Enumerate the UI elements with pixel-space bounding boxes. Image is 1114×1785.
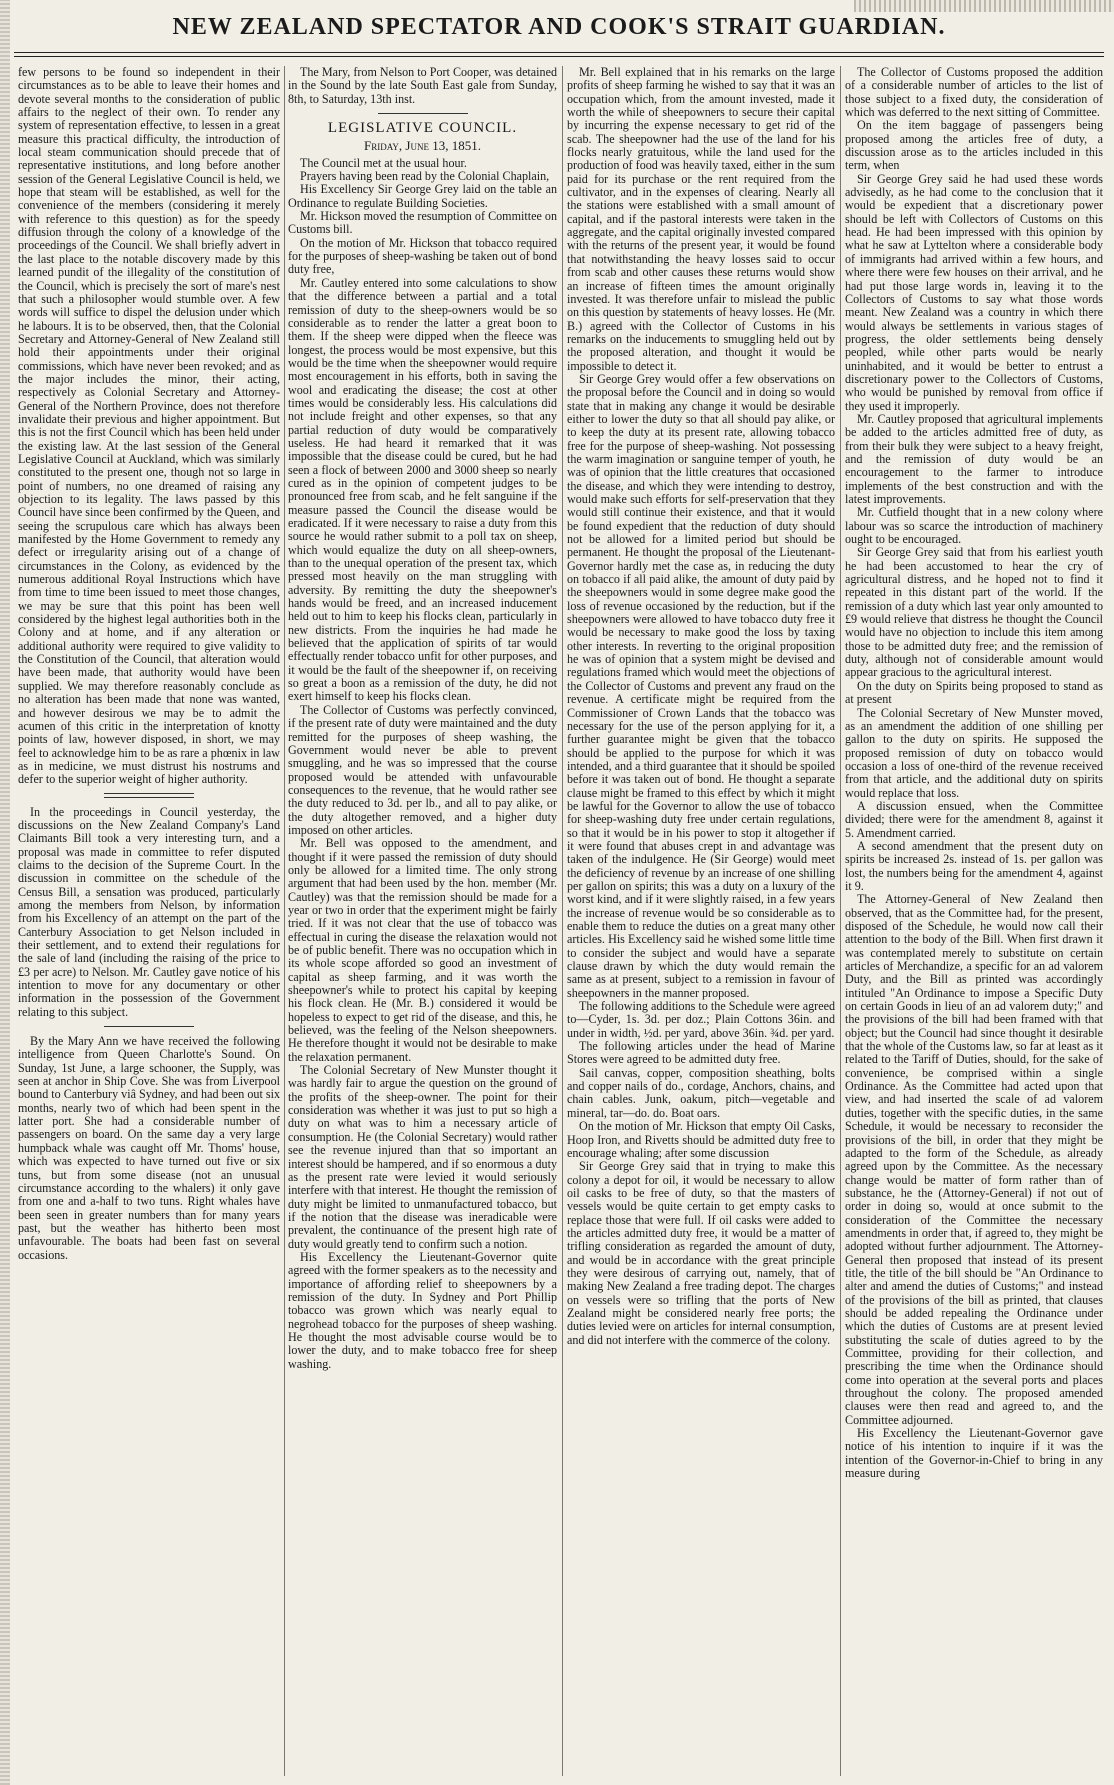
scanned-page-edge-top [854,0,1114,12]
paragraph: Sir George Grey said he had used these words advisedly, as he had come to the conclusion that it would be expedient that a discretionary power should be left with Collectors of Customs on this head. He had been impressed with this opinion by what he saw at Lyttelton where a considerable body of immigrants had arrived within a few hours, and where there were few houses on their arrival, and he had put those large words in, leaving it to the Collectors of Customs to say what those words meant. New Zealand was a country in which there would always be settlements in various stages of progress, the older settlements being densely peopled, while other parts would be nearly uninhabited, and it would be better to entrust a discretionary power to the Collectors of Customs, who would be punished by removal from office if they used it improperly. [845,171,1103,413]
shipping-note-paragraph: The Mary, from Nelson to Port Cooper, was detained in the Sound by the late South East gale from Sunday, 8th, to Saturday, 13th inst. [288,66,557,106]
paragraph: On the motion of Mr. Hickson that tobacco required for the purposes of sheep-washing be taken out of bond duty free, [288,235,557,277]
paragraph: On the duty on Spirits being proposed to stand as at present [845,678,1103,707]
column-divider [840,66,841,1776]
paragraph: Mr. Hickson moved the resumption of Committee on Customs bill. [288,209,557,237]
shipping-news-paragraph: By the Mary Ann we have received the following intelligence from Queen Charlotte's Sound. On Sunday, 1st June, a large schooner, the Supply, was seen at anchor in Ship Cove. She was from Liverpool bound to Canterbury viâ Sydney, and had been out six months, nearly two of which had been spent in the latter port. She had a considerable number of passengers on board. On the same day a very large humpback whale was caught off Mr. Thoms' house, which was expected to have turned out five or six tuns, but from some disease (not an unusual circumstance according to the whalers) it only gave from one and a-half to two tuns. Right whales have been seen in greater numbers than for many years past, but the weather has hitherto been most unfavourable. The boats had been fast on several occasions. [18,1034,280,1262]
masthead-rule [14,52,1104,57]
paragraph: The Council met at the usual hour. [300,155,467,170]
scanned-page-edge [0,0,10,1785]
paragraph: The Colonial Secretary of New Munster thought it was hardly fair to argue the question on the ground of the profits of the sheep-owner. The point for their consideration was whether it was just to put so high a duty on what was to him a necessary article of consumption. He (the Colonial Secretary) would rather see the revenue injured than that so important an interest should be hampered, and if so enormous a duty as the present rate were levied it would seriously interfere with that interest. He thought the remission of duty might be limited to unmanufactured tobacco, but if the notion that the disease was ineradicable were prevalent, the continuance of the present high rate of duty would greatly tend to confirm such a notion. [288,1063,557,1251]
masthead-title: NEW ZEALAND SPECTATOR AND COOK'S STRAIT GUARDIAN. [172,14,946,40]
paragraph: His Excellency Sir George Grey laid on the table an Ordinance to regulate Building Societies. [288,182,557,210]
paragraph: The Attorney-General of New Zealand then observed, that as the Committee had, for the present, disposed of the Schedule, he would now call their attention to the body of the Bill. When first drawn it was contemplated merely to substitute on certain articles of Merchandize, a specific for an ad valorem Duty, and the Bill as printed was accordingly intituled "An Ordinance to impose a Specific Duty on certain Goods in lieu of an ad valorem duty;" and the provisions of the bill had been framed with that object; but the Council had since thought it desirable that the whole of the Customs law, so far at least as it related to the Tariff of Duties, should, for the sake of convenience, be comprised within a single Ordinance. As the Committee had acted upon that view, and had inserted the scale of ad valorem duties, together with the specific duties, in the same Schedule, it would be necessary to reconsider the provisions of the bill, in order that they might be adapted to the form of the Schedule, as already agreed upon by the Committee. As the necessary change would be matter of form rather than of substance, he the (Attorney-General) if not out of order in doing so, would at once submit to the consideration of the Committee the necessary amendments in order that, if agreed to, they might be adopted without further adjournment. The Attorney-General then proposed that instead of its present title, the title of the bill should be "An Ordinance to alter and amend the duties of Customs;" and instead of the provisions of the bill as printed, that clauses should be added repealing the Ordinance under which the duties of Customs are at present levied substituting the scale of duties agreed to by the Committee, providing for their collection, and prescribing the time when the Ordinance should come into operation at the several ports and places throughout the colony. The proposed amended clauses were then read and agreed to, and the Committee adjourned. [845,892,1103,1427]
column-divider [284,66,285,1776]
column-divider [562,66,563,1776]
paragraph: Sail canvas, copper, composition sheathing, bolts and copper nails of do., cordage, Anchors, chains, and chain cables. Junk, oakum, pitch—vegetable and mineral, tar—do. do. Boat oars. [567,1065,835,1120]
paragraph: The Colonial Secretary of New Munster moved, as an amendment the addition of one shilling per gallon to the duty on spirits. He supposed the proposed remission of duty on tobacco would occasion a loss of one-third of the revenue received from that article, and the additional duty on spirits would replace that loss. [845,705,1103,800]
paragraph: Mr. Bell explained that in his remarks on the large profits of sheep farming he wished to say that it was an occupation which, from the amount invested, made it worth the while of sheepowners to secure their capital by incurring the expense necessary to get rid of the scab. The sheepowner had the use of the land for his flocks nearly gratuitous, while the land used for the production of food was heavily taxed, either in the sum paid for its purchase or the rent required from the cultivator, and in the expenses of clearing. Nearly all the stations were established with a small amount of capital, and if the pastoral interests were taken in the aggregate, and the capital originally invested compared with the returns of the present year, it would be found that notwithstanding the heavy losses said to occur from scab and other causes these returns would show an increase of fifteen times the amount originally invested. It was therefore unfair to mislead the public on this question by statements of heavy losses. He (Mr. B.) agreed with the Collector of Customs in his remarks on the inducements to smuggling held out by the proposed alteration, and thought it would be impossible to detect it. [567,66,835,373]
paragraph: Prayers having been read by the Colonial Chaplain, [300,169,550,184]
paragraph: The following articles under the head of Marine Stores were agreed to be admitted duty free. [567,1039,835,1067]
column-2 [288,66,557,1776]
paragraph: Sir George Grey would offer a few observations on the proposal before the Council and in doing so would state that in making any change it would be desirable either to lower the duty so that all should pay alike, or to keep the duty at its present rate, allowing tobacco free for the purpose of sheep-washing. Not possessing the warm imagination or sanguine temper of youth, he was of opinion that the little creatures that occasioned the disease, and which they were intending to destroy, would make such efforts for self-preservation that they would still continue their existence, and that it would be found expedient that the reduction of duty should not be allowed for a limited period but should be permanent. He thought the proposal of the Lieutenant-Governor hardly met the case as, in reducing the duty on tobacco if all paid alike, the amount of duty paid by the sheepowners would in some degree make good the loss of revenue occasioned by the reduction, but if the sheepowners were allowed to have tobacco duty free it would be necessary to make good the loss by taxing other interests. In reverting to the original proposition he was of opinion that a system might be devised and regulations framed which would meet the objections of the Collector of Customs and prevent any fraud on the revenue. A certificate might be required from the Commissioner of Crown Lands that the tobacco was necessary for the use of the person applying for it, a further guarantee might be given that the tobacco should be applied to the purpose for which it was intended, and a third guarantee that it should be spoiled before it was taken out of bond. He thought a separate clause might be framed to this effect by which it might be lawful for the Governor to allow the use of tobacco for sheep-washing duty free under certain regulations, so that it would be in his power to stop it altogether if it were found that abuses crept in and advantage was taken of the indulgence. He (Sir George) would meet the deficiency of revenue by an increase of one shilling per gallon on spirits; this was a duty on a luxury of the worst kind, and if it were slightly raised, in a few years the increase of revenue would be so considerable as to enable them to reduce the duties on a great many other articles. His Excellency said he wished some little time to consider the subject and would have a separate clause drawn by which the duty would remain the same as at present, subject to a remission in favour of sheepowners in the manner proposed. [567,371,835,1000]
section-divider [378,113,468,114]
paragraph: Sir George Grey said that in trying to make this colony a depot for oil, it would be necessary to allow oil casks to be free of duty, so that the masters of vessels would be quite certain to get empty casks to replace those that were full. If oil casks were added to the articles admitted duty free, it would be a matter of trifling consideration as regarded the amount of duty, and would be in accordance with the great principle they were desirous of carrying out, namely, that of making New Zealand a free trading depot. The charges on vessels were so trifling that the ports of New Zealand might be considered nearly free ports; the duties levied were on articles for internal consumption, and did not interfere with the commerce of the colony. [567,1159,835,1347]
council-summary-paragraph: In the proceedings in Council yesterday, the discussions on the New Zealand Company's Land Claimants Bill took a very interesting turn, and a proposal was made in committee to refer disputed claims to the decision of the Supreme Court. In the discussion in committee on the schedule of the Census Bill, a sensation was produced, particularly among the members from Nelson, by information from his Excellency of an attempt on the part of the Canterbury Association to get Nelson included in their settlement, and to extend their regulations for the sale of land (including the raising of the price to £3 per acre) to Nelson. Mr. Cautley gave notice of his intention to move for any documentary or other information in the possession of the Government relating to this subject. [18,804,280,1019]
paragraph: Mr. Cautley entered into some calculations to show that the difference between a partial and a total remission of duty to the sheep-owners would be so considerable as to render the latter a great boon to them. If the sheep were dipped when the fleece was longest, the process would be most expensive, but this would be the time when the sheepowner would require most encouragement in his efforts, both in saving the wool and eradicating the disease; the cost at other times would be considerably less. His calculations did not include freight and other expenses, so that any partial reduction of duty would be comparatively useless. He had heard it remarked that it was impossible that the disease could be cured, but he had seen a flock of between 2000 and 3000 sheep so nearly cured as in the opinion of competent judges to be pronounced free from scab, and he felt sanguine if the measure passed the Council the disease would be eradicated. If it were necessary to raise a duty from this source he would rather submit to a poll tax on sheep, which would equalize the duty on all sheep-owners, than to the unequal operation of the present tax, which pressed most heavily on the man struggling with adversity. By remitting the duty the sheepowner's hands would be freed, and an increased inducement held out to him to keep his flocks clean, particularly in new districts. From the inquiries he had made he believed that the application of spirits of tar would effectually render tobacco unfit for other purposes, and it would be the fault of the sheepowner if, on receiving so great a boon as a remission of the duty, he did not exert himself to keep his flocks clean. [288,275,557,704]
paragraph: The Collector of Customs was perfectly convinced, if the present rate of duty were maintained and the duty remitted for the purposes of sheep washing, the Government would never be able to prevent smuggling, and he was so impressed that the course proposed would be attended with unfavourable consequences to the revenue, that he would rather see the duty reduced to 3d. per lb., and all to pay alike, or the duty altogether removed, and a higher duty imposed on other articles. [288,702,557,837]
paragraph: His Excellency the Lieutenant-Governor gave notice of his intention to inquire if it was the intention of the Governor-in-Chief to bring in any measure during [845,1426,1103,1481]
column-1 [18,66,280,1776]
paragraph: His Excellency the Lieutenant-Governor quite agreed with the former speakers as to the necessity and importance of affording relief to sheepowners by a remission of the duty. In Sydney and Port Phillip tobacco was grown which was nearly equal to negrohead tobacco for the purposes of sheep washing. He thought the most advisable course would be to lower the duty, and to make tobacco free for sheep washing. [288,1249,557,1371]
paragraph: On the motion of Mr. Hickson that empty Oil Casks, Hoop Iron, and Rivetts should be admitted duty free to encourage whaling; after some discussion [567,1119,835,1160]
paragraph: A second amendment that the present duty on spirits be increased 2s. instead of 1s. per gallon was lost, the numbers being for the amendment 4, against it 9. [845,838,1103,893]
paragraph: The Collector of Customs proposed the addition of a considerable number of articles to the list of those subject to a fixed duty, the consideration of which was deferred to the next sitting of Committee. [845,66,1103,120]
paragraph: Sir George Grey said that from his earliest youth he had been accustomed to hear the cry of agricultural distress, and he hoped not to find it repeated in this distant part of the world. If the remission of a duty which last year only amounted to £9 would relieve that distress he thought the Council would have no objection to include this item among those to be admitted duty free; and the remission of duty, although not of considerable amount would appear gracious to the agricultural interest. [845,545,1103,680]
section-date: Friday, June 13, 1851. [364,138,481,154]
paragraph: A discussion ensued, when the Committee divided; there were for the amendment 8, against it 5. Amendment carried. [845,798,1103,840]
article-columns [18,66,1104,1776]
editorial-paragraph: few persons to be found so independent in their circumstances as to be able to leave their homes and devote several months to the consideration of public affairs to the neglect of their own. To render any system of representation effective, to lessen in a great measure this practical difficulty, the introduction of local steam communication should precede that of representative institutions, and long before another session of the General Legislative Council is held, we hope that steam will be established, as well for the convenience of the members (considering it merely with reference to this question) as for the speedy diffusion through the colony of a knowledge of the proceedings of the Council. We shall briefly advert in the last place to the notable discovery made by this learned pundit of the illegality of the constitution of the Council, which is precisely the sort of mare's nest that such a philosopher would stumble over. A few words will suffice to dispel the delusion under which he labours. It is to be observed, then, that the Colonial Secretary and Attorney-General of New Zealand still hold their appointments under their original commissions, which have never been revoked; and as the major includes the minor, their acting, respectively as Colonial Secretary and Attorney-General of the Northern Province, does not therefore invalidate their previous and higher appointment. But this is not the first Council which has been held under the existing law. At the last session of the General Legislative Council at Auckland, which was similarly constituted to the present one, though not so large in point of numbers, no one dreamed of raising any objection to its legality. The laws passed by this Council have since been confirmed by the Queen, and seeing the scrupulous care which has always been manifested by the Home Government to remedy any defect or irregularity arising out of a change of circumstances in the Colony, as evidenced by the numerous additional Royal Instructions which have from time to time been issued to meet those changes, we may be sure that this point has been well considered by the highest legal authorities both in the Colony and at home, and if any alteration or additional authority were required to give validity to the Constitution of the Council, that alteration would have been made, that authority would have been supplied. We may therefore reasonably conclude as no alteration has been made that none was wanted, and however desirous we may be to admit the acumen of this critic in the interpretation of knotty points of law, however disposed, in short, we may feel to acknowledge him to be as rare a phœnix in law as in medicine, we must distrust his nostrums and defer to the superior weight of higher authority. [18,66,280,787]
paragraph: On the item baggage of passengers being proposed among the articles free of duty, a discussion arose as to the articles included in this term, when [845,118,1103,173]
section-title: LEGISLATIVE COUNCIL. [327,120,518,137]
paragraph: The following additions to the Schedule were agreed to—Cyder, 1s. 3d. per doz.; Plain Cottons 36in. and under in width, ½d. per yard, above 36in. ¾d. per yard. [567,999,835,1040]
column-3 [567,66,835,1776]
paragraph: Mr. Cautley proposed that agricultural implements be added to the articles admitted free of duty, as from their bulk they were subject to a heavy freight, and the remission of duty would be an encouragement to the farmer to introduce implements of the best construction and with the latest improvements. [845,411,1103,506]
column-4 [845,66,1103,1776]
section-divider [104,1026,194,1027]
paragraph: Mr. Bell was opposed to the amendment, and thought if it were passed the remission of duty should only be allowed for a limited time. The only strong argument that had been used by the hon. member (Mr. Cautley) was that the remission should be made for a year or two in order that the experiment might be fairly tried. If it was not clear that the use of tobacco was effectual in curing the disease the relaxation would not be of public benefit. There was no occupation which in its whole scope afforded so good an investment of capital as sheep farming, and it was worth the sheepowner's while to protect his capital by keeping his flock clean. He (Mr. B.) considered it would be hopeless to expect to get rid of the disease, and this, he believed, was the feeling of the Nelson sheepowners. He therefore thought it would not be desirable to make the relaxation permanent. [288,836,557,1064]
section-divider [104,793,194,798]
paragraph: Mr. Cutfield thought that in a new colony where labour was so scarce the introduction of machinery ought to be encouraged. [845,505,1103,547]
